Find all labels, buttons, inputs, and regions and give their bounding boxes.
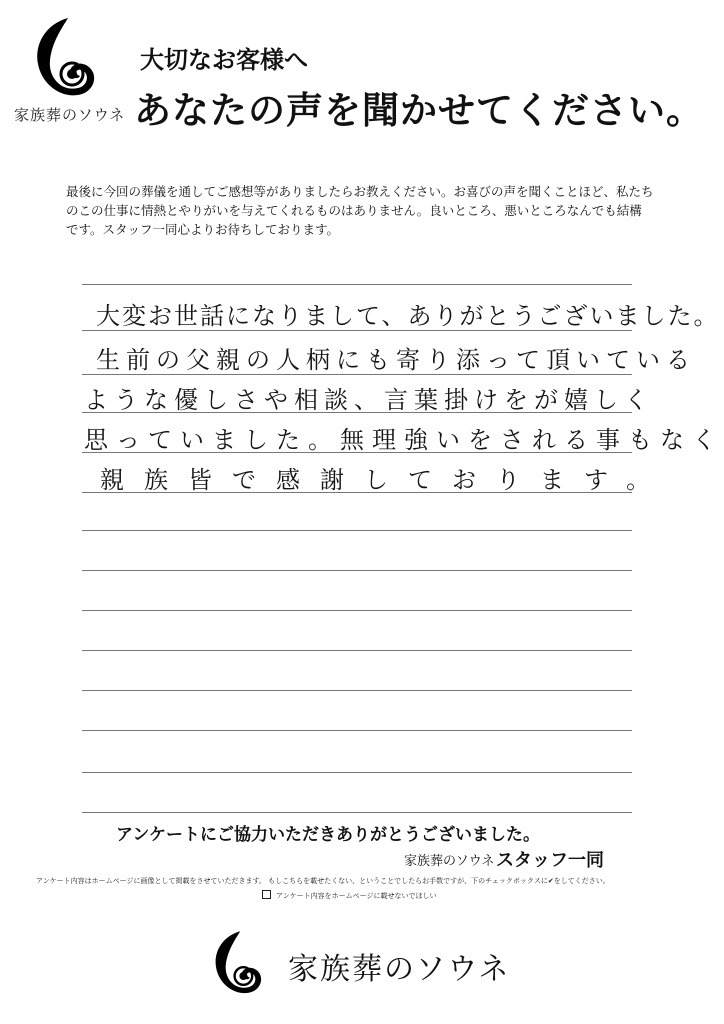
publication-note: アンケート内容はホームページに画像として掲載をさせていただきます。 もしこちらを載せたくない、ということでしたらお手数ですが、下のチェックボックスに✔をしてください。 xyxy=(36,877,610,885)
brand-name-small: 家族葬のソウネ xyxy=(14,106,126,124)
intro-paragraph: 最後に今回の葬儀を通してご感想等がありましたらお教えください。お喜びの声を聞くことほど、私たちのこの仕事に情熱とやりがいを与えてくれるものはありません。良いところ、悪いところなんでも結構です。スタッフ一同心よりお待ちしております。 xyxy=(66,184,654,237)
opt-out-row xyxy=(262,890,436,901)
ruled-line xyxy=(82,284,632,285)
brand-name-large: 家族葬のソウネ xyxy=(288,952,511,987)
thanks-message: アンケートにご協力いただきありがとうございました。 xyxy=(116,825,540,845)
opt-out-label: アンケート内容をホームページに載せないでほしい xyxy=(276,892,437,900)
handwritten-line: 思っていました。無理強いをされる事もなく xyxy=(84,426,724,454)
ruled-line xyxy=(82,650,632,651)
opt-out-checkbox[interactable] xyxy=(262,890,271,899)
handwritten-line: 大変お世話になりまして、ありがとうございました。 xyxy=(96,302,720,330)
page-title: あなたの声を聞かせてください。 xyxy=(134,89,704,132)
ruled-line xyxy=(82,610,632,611)
ruled-line xyxy=(82,772,632,773)
greeting-heading: 大切なお客様へ xyxy=(140,46,308,74)
ruled-line xyxy=(82,812,632,813)
ruled-line xyxy=(82,570,632,571)
ruled-line xyxy=(82,730,632,731)
signature-staff: スタッフ一同 xyxy=(496,850,604,871)
handwritten-line: ような優しさや相談、言葉掛けをが嬉しく xyxy=(84,386,654,414)
handwritten-line: 親族皆で感謝しております。 xyxy=(100,466,671,494)
signature-brand: 家族葬のソウネ xyxy=(404,854,495,869)
swirl-logo-icon xyxy=(208,928,266,1000)
ruled-line xyxy=(82,690,632,691)
handwritten-line: 生前の父親の人柄にも寄り添って頂いている xyxy=(96,346,696,374)
ruled-line xyxy=(82,530,632,531)
swirl-logo-icon xyxy=(28,14,100,104)
